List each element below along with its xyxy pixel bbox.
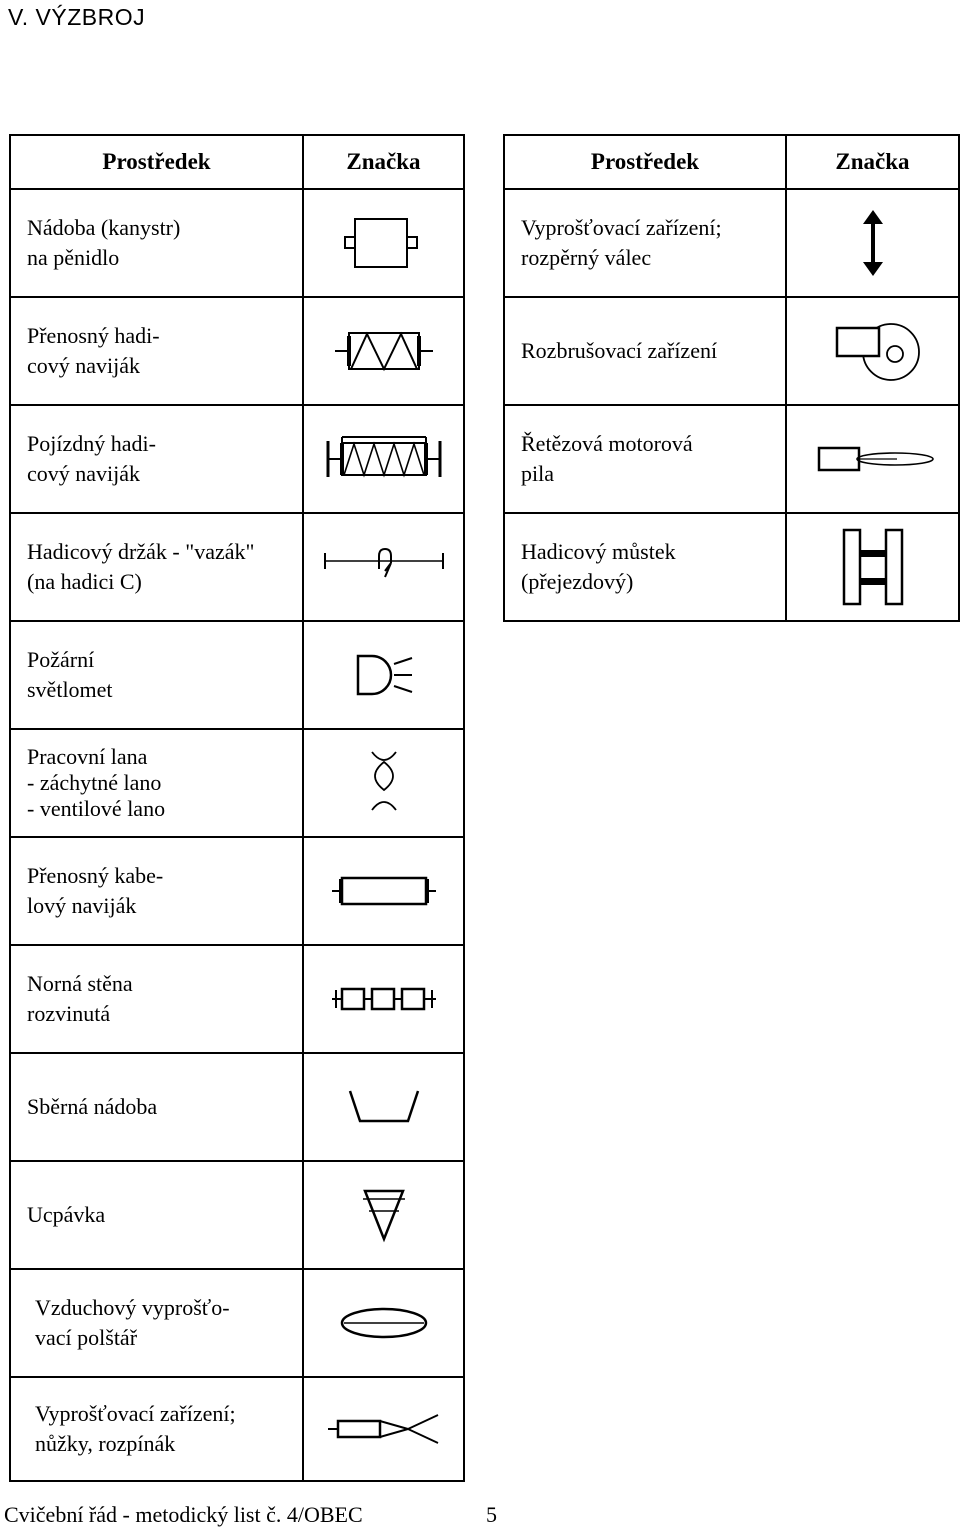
air-lifting-bag-icon <box>336 1305 432 1341</box>
hose-bridge-icon <box>838 526 908 608</box>
left-row-symbol <box>302 188 465 298</box>
left-row-label: Požární světlomet <box>9 620 304 730</box>
left-row-label: Přenosný kabe- lový naviják <box>9 836 304 946</box>
right-row-label: Hadicový můstek (přejezdový) <box>503 512 787 622</box>
left-header-symbol: Značka <box>302 134 465 190</box>
foam-canister-icon <box>339 213 429 273</box>
left-row-symbol <box>302 1268 465 1378</box>
right-row-symbol <box>785 188 960 298</box>
plug-icon <box>359 1185 409 1245</box>
right-row-label: Vyprošťovací zařízení; rozpěrný válec <box>503 188 787 298</box>
right-header-equipment: Prostředek <box>503 134 787 190</box>
rescue-ram-icon <box>858 208 888 278</box>
mobile-hose-reel-icon <box>324 429 444 489</box>
left-row-label: Norná stěna rozvinutá <box>9 944 304 1054</box>
left-row-label: Přenosný hadi- cový naviják <box>9 296 304 406</box>
chainsaw-icon <box>811 439 935 479</box>
rescue-shears-spreader-icon <box>324 1411 444 1447</box>
left-row-label: Pracovní lana - záchytné lano - ventilové lano <box>9 728 304 838</box>
right-header-symbol: Značka <box>785 134 960 190</box>
left-row-symbol <box>302 836 465 946</box>
fire-searchlight-icon <box>352 650 416 700</box>
left-row-label: Hadicový držák - "vazák" (na hadici C) <box>9 512 304 622</box>
portable-cable-reel-icon <box>328 871 440 911</box>
left-row-symbol <box>302 296 465 406</box>
deployed-boom-icon <box>328 982 440 1016</box>
right-row-symbol <box>785 512 960 622</box>
left-row-symbol <box>302 620 465 730</box>
right-row-symbol <box>785 296 960 406</box>
left-row-symbol <box>302 1160 465 1270</box>
work-ropes-icon <box>364 748 404 818</box>
left-row-symbol <box>302 728 465 838</box>
right-row-symbol <box>785 404 960 514</box>
footer-page-number: 5 <box>486 1502 497 1527</box>
right-row-label: Řetězová motorová pila <box>503 404 787 514</box>
portable-hose-reel-icon <box>329 326 439 376</box>
cutting-saw-icon <box>825 316 921 386</box>
left-row-symbol <box>302 1376 465 1482</box>
page-title: V. VÝZBROJ <box>8 4 146 30</box>
left-row-label: Vyprošťovací zařízení; nůžky, rozpínák <box>9 1376 304 1482</box>
hose-holder-icon <box>321 547 447 587</box>
left-row-symbol <box>302 404 465 514</box>
left-row-symbol <box>302 1052 465 1162</box>
right-row-label: Rozbrušovací zařízení <box>503 296 787 406</box>
left-header-equipment: Prostředek <box>9 134 304 190</box>
left-row-symbol <box>302 944 465 1054</box>
left-row-label: Pojízdný hadi- cový naviják <box>9 404 304 514</box>
collecting-vessel-icon <box>344 1087 424 1127</box>
footer-document-title: Cvičební řád - metodický list č. 4/OBEC <box>4 1502 363 1527</box>
left-row-label: Ucpávka <box>9 1160 304 1270</box>
left-row-symbol <box>302 512 465 622</box>
left-row-label: Sběrná nádoba <box>9 1052 304 1162</box>
left-row-label: Nádoba (kanystr) na pěnidlo <box>9 188 304 298</box>
left-row-label: Vzduchový vyprošťo- vací polštář <box>9 1268 304 1378</box>
